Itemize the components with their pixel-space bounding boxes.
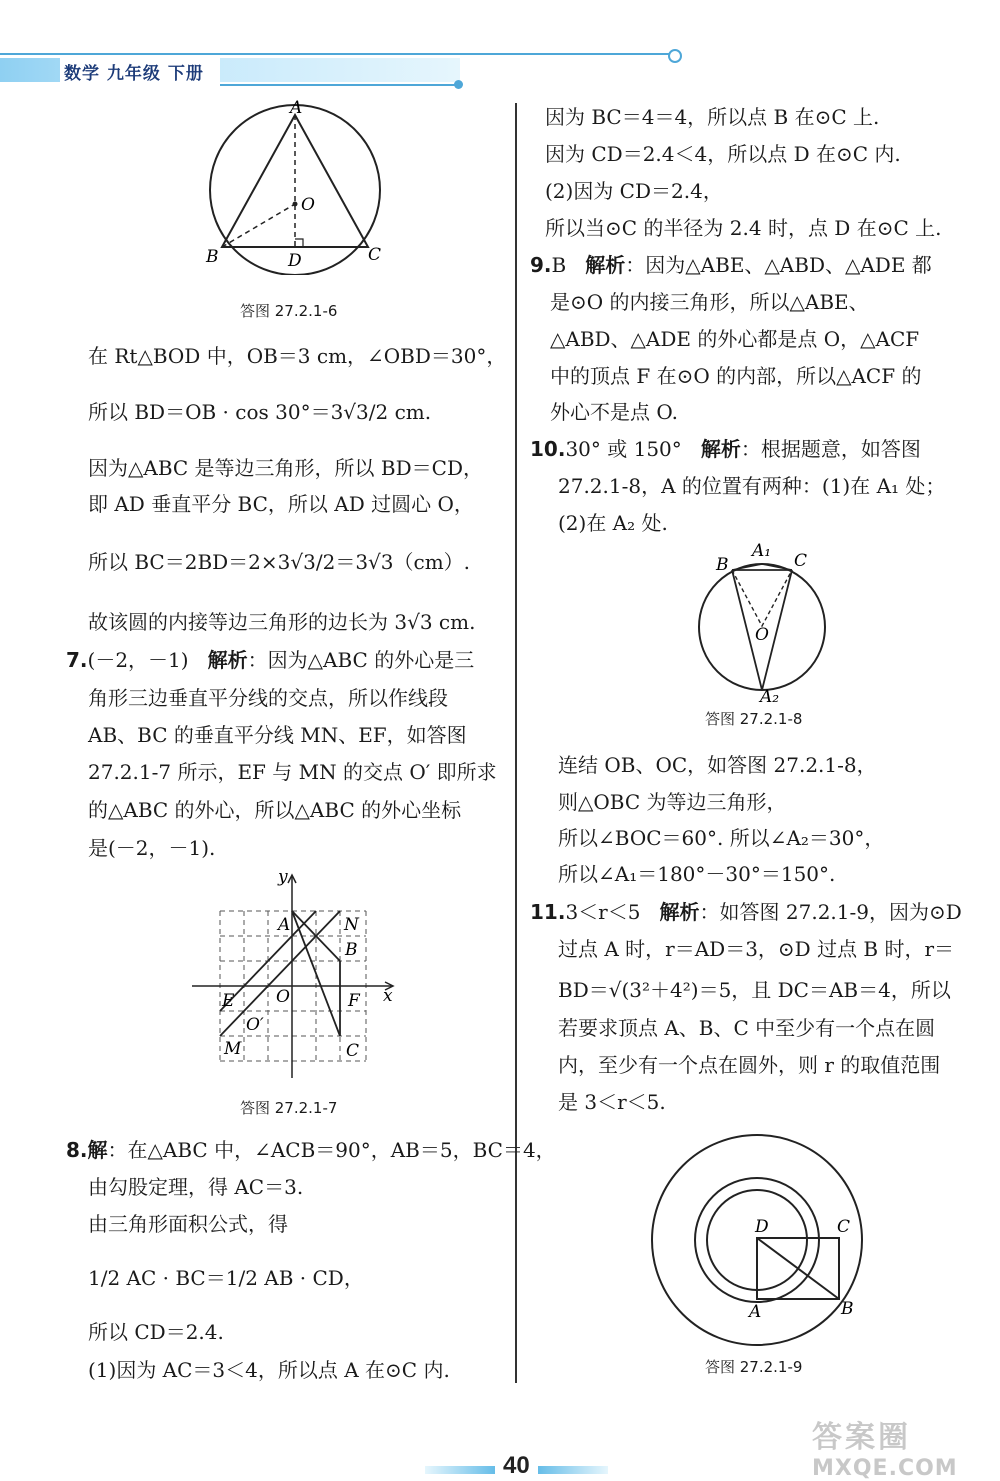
caption-27-2-1-9: 答图 27.2.1-9 <box>705 1358 803 1376</box>
text-line: 所以 BC＝2BD＝2×3√3/2＝3√3（cm）. <box>88 550 471 574</box>
q9-number: 9. <box>530 253 552 277</box>
q10-head <box>530 435 921 463</box>
text-line: BD＝√(3²＋4²)＝5，且 DC＝AB＝4，所以 <box>558 978 951 1002</box>
label-o-prime: O′ <box>246 1015 264 1035</box>
label-f: F <box>348 991 360 1011</box>
text-line: 内，至少有一个点在圆外，则 r 的取值范围 <box>558 1053 941 1077</box>
text-line: 27.2.1-8，A 的位置有两种：(1)在 A₁ 处； <box>558 474 946 498</box>
text-line: 中的顶点 F 在⊙O 的内部，所以△ACF 的 <box>550 364 922 388</box>
caption-27-2-1-7: 答图 27.2.1-7 <box>240 1099 338 1117</box>
label-y: y <box>278 868 288 887</box>
text-line: 若要求顶点 A、B、C 中至少有一个点在圆 <box>558 1016 936 1040</box>
text-line: 则△OBC 为等边三角形， <box>558 790 787 814</box>
label-n: N <box>344 915 359 935</box>
q8-label: 解 <box>87 1138 108 1162</box>
diagonal-db <box>757 1238 839 1299</box>
text-line: 在 Rt△BOD 中，OB＝3 cm，∠OBD＝30°， <box>88 344 507 368</box>
text-line: 因为 BC＝4＝4，所以点 B 在⊙C 上. <box>545 105 880 129</box>
right-angle-mark <box>295 239 303 247</box>
text-line: 故该圆的内接等边三角形的边长为 3√3 cm. <box>88 610 476 634</box>
watermark-logo <box>812 1412 998 1481</box>
label-a: A <box>278 915 291 935</box>
label-o: O <box>301 195 315 215</box>
book-title: 数学 九年级 下册 <box>64 64 204 84</box>
caption-27-2-1-8: 答图 27.2.1-8 <box>705 710 803 728</box>
text-line: 是(－2，－1). <box>88 836 216 860</box>
watermark-text: 答案圈 <box>812 1420 911 1455</box>
q9-head <box>530 251 932 279</box>
figure-27-2-1-6 <box>200 100 400 275</box>
text-line: 所以∠A₁＝180°－30°＝150°. <box>558 862 836 886</box>
q10-number: 10. <box>530 437 566 461</box>
label-b: B <box>206 247 219 267</box>
watermark-url: MXQE.COM <box>812 1456 958 1481</box>
label-a: A <box>290 100 303 118</box>
text-line: 27.2.1-7 所示，EF 与 MN 的交点 O′ 即所求 <box>88 760 497 784</box>
label-a2: A₂ <box>760 687 780 705</box>
text-line: 由三角形面积公式，得 <box>88 1212 288 1236</box>
label-b: B <box>716 555 729 575</box>
q7-head <box>66 646 474 674</box>
header-rule <box>0 53 672 55</box>
text-line: AB、BC 的垂直平分线 MN、EF，如答图 <box>88 723 467 747</box>
text-line: 外心不是点 O. <box>550 400 678 424</box>
text-line: 所以 BD＝OB · cos 30°＝3√3/2 cm. <box>88 400 432 424</box>
q10-label: 解析 <box>700 437 741 461</box>
text-line: (2)在 A₂ 处. <box>558 511 668 535</box>
text-line: 所以∠BOC＝60°. 所以∠A₂＝30°， <box>558 826 885 850</box>
label-a1: A₁ <box>752 541 772 561</box>
text-line: ：因为△ABE、△ABD、△ADE 都 <box>625 253 932 277</box>
label-e: E <box>222 991 235 1011</box>
q7-answer: (－2，－1) <box>87 648 189 672</box>
text-line: ：在△ABC 中，∠ACB＝90°，AB＝5，BC＝4， <box>107 1138 556 1162</box>
label-c: C <box>346 1041 360 1061</box>
label-x: x <box>383 986 393 1006</box>
q9-answer: B <box>551 253 567 277</box>
column-divider <box>515 103 517 1383</box>
center-o <box>293 202 298 207</box>
label-d: D <box>288 251 302 271</box>
q9-label: 解析 <box>585 253 626 277</box>
text-line: ：因为△ABC 的外心是三 <box>247 648 475 672</box>
caption-27-2-1-6: 答图 27.2.1-6 <box>240 302 338 320</box>
figure-27-2-1-9 <box>645 1130 870 1350</box>
text-line: 过点 A 时，r＝AD＝3，⊙D 过点 B 时，r＝ <box>558 937 955 961</box>
label-m: M <box>224 1039 242 1059</box>
text-line: 连结 OB、OC，如答图 27.2.1-8， <box>558 753 877 777</box>
label-b: B <box>345 940 358 960</box>
q11-answer: 3＜r＜5 <box>565 900 641 924</box>
q7-number: 7. <box>66 648 88 672</box>
q11-head <box>530 898 962 926</box>
header-underline-dot <box>454 80 463 89</box>
text-line: 所以 CD＝2.4. <box>88 1320 224 1344</box>
text-line: (2)因为 CD＝2.4， <box>545 179 723 203</box>
page-number: 40 <box>503 1452 530 1479</box>
label-d: D <box>755 1217 769 1237</box>
text-line: ：根据题意，如答图 <box>740 437 921 461</box>
text-line: ：如答图 27.2.1-9，因为⊙D <box>699 900 962 924</box>
header-rule-end-dot <box>668 49 682 63</box>
text-line: △ABD、△ADE 的外心都是点 O，△ACF <box>550 327 920 351</box>
text-line: 角形三边垂直平分线的交点，所以作线段 <box>88 686 448 710</box>
text-line: (1)因为 AC＝3＜4，所以点 A 在⊙C 内. <box>88 1358 450 1382</box>
q11-number: 11. <box>530 900 566 924</box>
page-number-ornament-right <box>538 1466 608 1474</box>
text-line: 1/2 AC · BC＝1/2 AB · CD， <box>88 1266 364 1290</box>
text-line: 是 3＜r＜5. <box>558 1090 666 1114</box>
text-line: 因为△ABC 是等边三角形，所以 BD＝CD， <box>88 456 483 480</box>
label-o: O <box>755 625 769 645</box>
label-c: C <box>794 551 808 571</box>
text-line: 因为 CD＝2.4＜4，所以点 D 在⊙C 内. <box>545 142 901 166</box>
text-line: 的△ABC 的外心，所以△ABC 的外心坐标 <box>88 798 462 822</box>
q11-label: 解析 <box>659 900 700 924</box>
page-number-ornament-left <box>425 1466 495 1474</box>
radii-ob-oc <box>732 570 792 626</box>
q8-number: 8. <box>66 1138 88 1162</box>
label-o: O <box>276 987 290 1007</box>
figure-27-2-1-7 <box>188 868 403 1083</box>
q8-head <box>66 1136 556 1164</box>
label-c: C <box>368 245 382 265</box>
text-line: 是⊙O 的内接三角形，所以△ABE、 <box>550 290 869 314</box>
text-line: 即 AD 垂直平分 BC，所以 AD 过圆心 O， <box>88 492 474 516</box>
figure-27-2-1-8 <box>690 540 835 705</box>
text-line: 所以当⊙C 的半径为 2.4 时，点 D 在⊙C 上. <box>545 216 942 240</box>
label-c: C <box>837 1217 851 1237</box>
q7-label: 解析 <box>207 648 248 672</box>
text-line: 由勾股定理，得 AC＝3. <box>88 1175 304 1199</box>
header-underline <box>220 84 460 86</box>
label-b: B <box>841 1299 854 1319</box>
label-a: A <box>749 1302 762 1322</box>
q10-answer: 30° 或 150° <box>565 437 682 461</box>
